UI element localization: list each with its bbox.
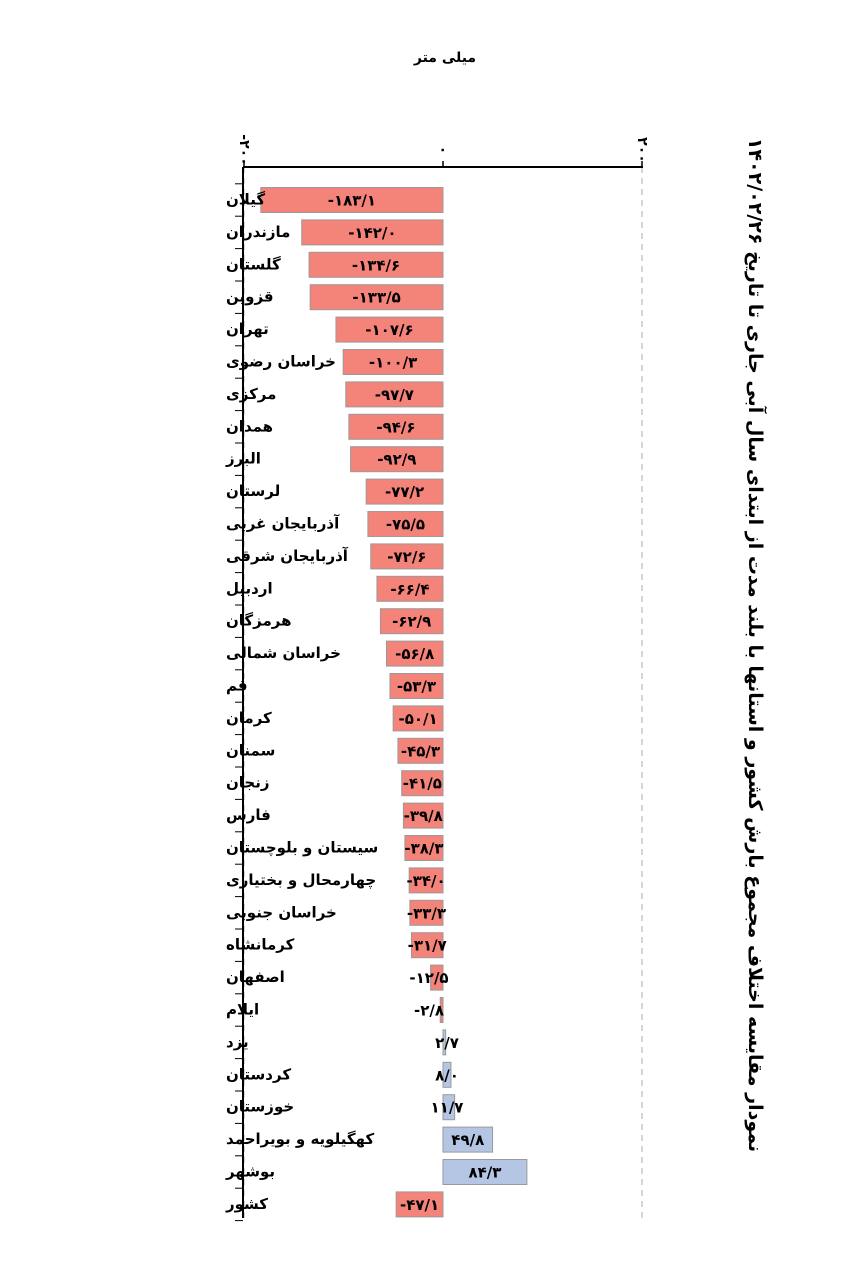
category-label: البرز (226, 449, 261, 468)
data-label: ۸۴/۳ (468, 1163, 502, 1182)
data-label: -۳۳/۳ (406, 904, 447, 923)
category-label: گیلان (226, 190, 266, 209)
category-label: کهگیلویه و بویراحمد (226, 1130, 375, 1149)
category-label: اصفهان (226, 968, 285, 987)
data-label: -۵۰/۱ (398, 709, 438, 728)
data-label: -۵۶/۸ (395, 645, 435, 664)
category-label: ایلام (226, 1000, 260, 1019)
data-label: -۴۱/۵ (402, 774, 442, 793)
chart-title: نمودار مقایسه اختلاف مجموع بارش کشور و استانها با بلند مدت از ابتدای سال آبی جاری تا تاریخ ۱۴۰۲/۰۲/۲۶ (744, 137, 766, 1153)
category-label: کرمان (226, 708, 272, 727)
data-label: -۱۲/۵ (409, 969, 449, 988)
data-label: -۵۳/۳ (396, 677, 437, 696)
data-label: ۸/۰ (435, 1066, 459, 1085)
data-label: -۶۶/۴ (390, 580, 430, 599)
category-label: کشور (226, 1194, 269, 1213)
data-label: -۳۹/۸ (403, 807, 443, 826)
category-label: هرمزگان (226, 611, 292, 630)
data-label: -۲/۸ (413, 1001, 445, 1020)
data-label: -۱۰۷/۶ (365, 321, 414, 340)
data-label: ۲/۷ (435, 1033, 459, 1052)
data-label: -۷۷/۲ (385, 483, 425, 502)
category-label: تهران (226, 320, 269, 339)
category-label: چهارمحال و بختیاری (226, 870, 377, 889)
data-label: -۷۲/۶ (387, 547, 427, 566)
category-label: یزد (226, 1032, 249, 1051)
category-label: خراسان جنوبی (226, 903, 337, 922)
data-label: -۱۴۲/۰ (348, 223, 397, 242)
data-label: -۱۳۴/۶ (351, 256, 401, 275)
x-tick-label: ۰ (435, 145, 451, 155)
category-label: آذربایجان غربی (226, 514, 340, 533)
category-label: خوزستان (226, 1097, 295, 1116)
category-label: سمنان (226, 741, 276, 760)
data-label: -۳۴/۰ (406, 871, 446, 890)
data-label: -۹۲/۹ (377, 450, 417, 469)
category-label: بوشهر (226, 1162, 276, 1181)
data-label: -۴۷/۱ (399, 1195, 440, 1214)
data-label: -۱۰۰/۳ (368, 353, 418, 372)
x-tick-label: ۲۰۰ (634, 137, 650, 163)
category-label: همدان (226, 417, 274, 436)
category-label: قزوین (226, 287, 274, 306)
data-label: -۳۸/۳ (404, 839, 444, 858)
x-tick-label: -۲۰۰ (236, 134, 252, 166)
category-label: کرمانشاه (226, 935, 295, 954)
data-label: ۴۹/۸ (451, 1131, 485, 1150)
category-label: مازندران (226, 222, 291, 241)
category-label: گلستان (226, 255, 281, 274)
category-label: قم (226, 676, 248, 695)
category-label: خراسان رضوی (226, 352, 336, 371)
data-label: -۹۷/۷ (374, 385, 414, 404)
category-label: مرکزی (226, 384, 277, 403)
category-label: خراسان شمالی (226, 644, 341, 663)
unit-label: میلی متر (413, 50, 477, 66)
category-label: کردستان (226, 1065, 292, 1084)
data-label: -۳۱/۷ (407, 936, 447, 955)
data-label: -۱۳۳/۵ (352, 288, 401, 307)
category-label: سیستان و بلوچستان (226, 838, 379, 857)
data-label: -۷۵/۵ (385, 515, 426, 534)
data-label: -۱۸۳/۱ (327, 191, 377, 210)
data-label: -۶۲/۹ (392, 612, 432, 631)
category-label: آذربایجان شرقی (226, 546, 348, 565)
data-label: ۱۱/۷ (430, 1098, 464, 1117)
category-label: فارس (226, 806, 271, 825)
data-label: -۹۴/۶ (376, 418, 416, 437)
category-label: لرستان (226, 482, 281, 501)
category-label: اردبیل (226, 579, 273, 598)
data-label: -۴۵/۳ (400, 742, 441, 761)
category-label: زنجان (226, 773, 270, 792)
